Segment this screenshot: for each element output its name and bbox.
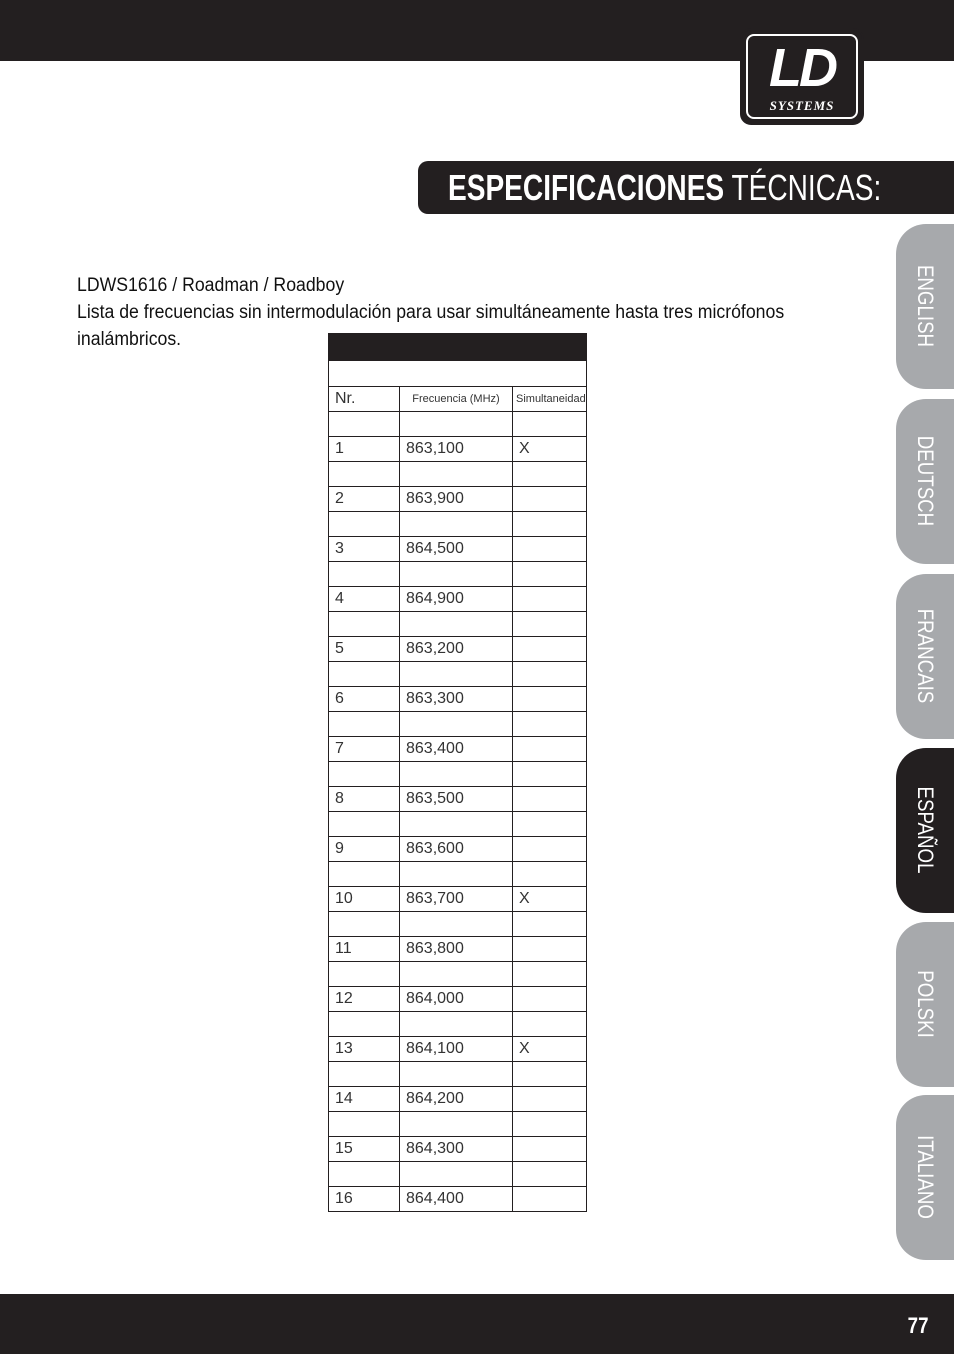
table-spacer-cell (513, 512, 587, 537)
cell-nr: 13 (329, 1037, 400, 1062)
frequency-table (328, 333, 587, 1212)
table-spacer-cell (400, 412, 513, 437)
cell-nr: 4 (329, 587, 400, 612)
table-spacer-cell (513, 712, 587, 737)
table-spacer-cell (329, 612, 400, 637)
table-spacer-cell (329, 912, 400, 937)
ld-systems-logo (740, 28, 864, 125)
cell-frequency: 864,000 (400, 987, 513, 1012)
table-spacer-cell (329, 412, 400, 437)
cell-frequency: 863,200 (400, 637, 513, 662)
table-row (329, 487, 587, 512)
table-spacer-row (329, 612, 587, 637)
language-tab-label: ENGLISH (913, 264, 938, 348)
table-spacer-cell (513, 762, 587, 787)
cell-frequency: 863,300 (400, 687, 513, 712)
table-spacer-cell (400, 512, 513, 537)
language-tab-label: ESPAÑOL (913, 786, 938, 874)
cell-frequency: 863,900 (400, 487, 513, 512)
table-spacer-cell (513, 1162, 587, 1187)
table-spacer-cell (400, 462, 513, 487)
table-row (329, 687, 587, 712)
cell-simultaneity (513, 687, 587, 712)
language-tab-label: ITALIANO (913, 1135, 938, 1219)
language-tab-label: DEUTSCH (913, 435, 938, 527)
table-spacer-row (329, 1062, 587, 1087)
cell-nr: 3 (329, 537, 400, 562)
language-tab-francais[interactable] (896, 574, 954, 739)
table-row (329, 637, 587, 662)
cell-nr: 1 (329, 437, 400, 462)
table-row (329, 787, 587, 812)
column-header-nr: Nr. (329, 387, 400, 412)
table-spacer-cell (329, 462, 400, 487)
table-spacer-row (329, 1112, 587, 1137)
title-bold: ESPECIFICACIONES (448, 167, 725, 208)
table-spacer-cell (400, 1162, 513, 1187)
cell-nr: 16 (329, 1187, 400, 1212)
cell-frequency: 864,300 (400, 1137, 513, 1162)
cell-simultaneity (513, 1087, 587, 1112)
table-spacer-cell (400, 612, 513, 637)
language-tab-english[interactable] (896, 224, 954, 389)
cell-simultaneity (513, 737, 587, 762)
intro-line-description: Lista de frecuencias sin intermodulación para usar simultáneamente hasta tres micrófonos (77, 302, 785, 323)
table-spacer-cell (513, 662, 587, 687)
table-spacer-cell (329, 762, 400, 787)
table-row (329, 737, 587, 762)
logo-main-text: LD (769, 38, 835, 98)
cell-simultaneity (513, 837, 587, 862)
table-spacer-cell (513, 812, 587, 837)
table-spacer-cell (329, 1012, 400, 1037)
table-spacer-row (329, 662, 587, 687)
table-spacer-cell (329, 1162, 400, 1187)
table-spacer-cell (400, 812, 513, 837)
section-title-bar (418, 161, 954, 214)
table-spacer-row (329, 812, 587, 837)
table-row (329, 937, 587, 962)
table-header-bar-cell (329, 334, 587, 361)
column-header-frequency: Frecuencia (MHz) (400, 387, 513, 412)
cell-frequency: 864,200 (400, 1087, 513, 1112)
table-spacer-cell (513, 412, 587, 437)
table-spacer-row (329, 512, 587, 537)
table-column-headers (329, 387, 587, 412)
table-row (329, 887, 587, 912)
cell-frequency: 863,500 (400, 787, 513, 812)
table-row (329, 1037, 587, 1062)
table-spacer-row (329, 1012, 587, 1037)
table-spacer-cell (513, 1112, 587, 1137)
column-header-simultaneity: Simultaneidad (513, 387, 587, 412)
language-tab-label: POLSKI (913, 970, 938, 1038)
intro-line-model: LDWS1616 / Roadman / Roadboy (77, 275, 345, 296)
table-spacer-cell (400, 662, 513, 687)
page-number: 77 (907, 1313, 928, 1338)
table-spacer-cell (513, 862, 587, 887)
table-row (329, 1187, 587, 1212)
table-spacer-cell (329, 862, 400, 887)
cell-frequency: 864,100 (400, 1037, 513, 1062)
table-spacer-cell (400, 1012, 513, 1037)
cell-simultaneity (513, 487, 587, 512)
cell-simultaneity (513, 587, 587, 612)
cell-simultaneity (513, 987, 587, 1012)
cell-simultaneity: X (513, 1037, 587, 1062)
table-spacer-cell (329, 1112, 400, 1137)
table-spacer-row (329, 412, 587, 437)
table-row (329, 587, 587, 612)
cell-nr: 6 (329, 687, 400, 712)
page-title (448, 167, 881, 209)
table-spacer-row (329, 1162, 587, 1187)
cell-nr: 15 (329, 1137, 400, 1162)
table-spacer-row (329, 562, 587, 587)
cell-frequency: 863,700 (400, 887, 513, 912)
cell-simultaneity (513, 1187, 587, 1212)
table-spacer-row (329, 862, 587, 887)
intro-line-description-cont: inalámbricos. (77, 329, 182, 350)
cell-frequency: 863,800 (400, 937, 513, 962)
table-spacer-cell (400, 1112, 513, 1137)
bottom-bar (0, 1294, 954, 1354)
table-spacer-cell (400, 1062, 513, 1087)
table-spacer-cell (400, 862, 513, 887)
cell-frequency: 864,400 (400, 1187, 513, 1212)
table-row (329, 537, 587, 562)
table-spacer-row (329, 762, 587, 787)
table-spacer-cell (513, 912, 587, 937)
table-row (329, 987, 587, 1012)
cell-nr: 8 (329, 787, 400, 812)
language-tab-polski[interactable] (896, 922, 954, 1087)
cell-simultaneity (513, 637, 587, 662)
language-tab-label: FRANCAIS (913, 608, 938, 704)
table-row (329, 837, 587, 862)
cell-nr: 10 (329, 887, 400, 912)
cell-simultaneity (513, 537, 587, 562)
table-spacer-cell (400, 562, 513, 587)
table-row (329, 437, 587, 462)
table-spacer-row (329, 462, 587, 487)
cell-nr: 9 (329, 837, 400, 862)
table-spacer-cell (513, 462, 587, 487)
title-light: TÉCNICAS: (731, 167, 882, 208)
table-spacer-cell (513, 562, 587, 587)
cell-nr: 14 (329, 1087, 400, 1112)
language-tab-deutsch[interactable] (896, 399, 954, 564)
cell-simultaneity (513, 787, 587, 812)
table-row (329, 1087, 587, 1112)
table-spacer-row (329, 712, 587, 737)
table-spacer-cell (329, 812, 400, 837)
cell-simultaneity (513, 937, 587, 962)
table-spacer-row (329, 912, 587, 937)
table-spacer-cell (400, 962, 513, 987)
cell-nr: 5 (329, 637, 400, 662)
table-blank-cell (329, 361, 587, 387)
cell-frequency: 863,100 (400, 437, 513, 462)
table-spacer-cell (400, 712, 513, 737)
table-header-bar (329, 334, 587, 361)
table-spacer-cell (513, 612, 587, 637)
cell-frequency: 863,400 (400, 737, 513, 762)
cell-simultaneity (513, 1137, 587, 1162)
table-spacer-cell (400, 912, 513, 937)
table-spacer-cell (329, 512, 400, 537)
cell-nr: 2 (329, 487, 400, 512)
cell-simultaneity: X (513, 437, 587, 462)
table-spacer-row (329, 962, 587, 987)
cell-nr: 11 (329, 937, 400, 962)
cell-nr: 7 (329, 737, 400, 762)
table-spacer-cell (329, 1062, 400, 1087)
table-spacer-cell (400, 762, 513, 787)
table-spacer-cell (329, 962, 400, 987)
language-tab-espaol[interactable] (896, 748, 954, 913)
table-spacer-cell (329, 562, 400, 587)
table-spacer-cell (329, 712, 400, 737)
cell-frequency: 864,900 (400, 587, 513, 612)
cell-frequency: 864,500 (400, 537, 513, 562)
table-row (329, 1137, 587, 1162)
cell-simultaneity: X (513, 887, 587, 912)
table-spacer-cell (513, 962, 587, 987)
table-blank-row (329, 361, 587, 387)
cell-frequency: 863,600 (400, 837, 513, 862)
table-spacer-cell (329, 662, 400, 687)
logo-sub-text: SYSTEMS (769, 98, 835, 113)
language-tab-italiano[interactable] (896, 1095, 954, 1260)
table-spacer-cell (513, 1062, 587, 1087)
cell-nr: 12 (329, 987, 400, 1012)
table-spacer-cell (513, 1012, 587, 1037)
logo-frame (746, 34, 858, 119)
